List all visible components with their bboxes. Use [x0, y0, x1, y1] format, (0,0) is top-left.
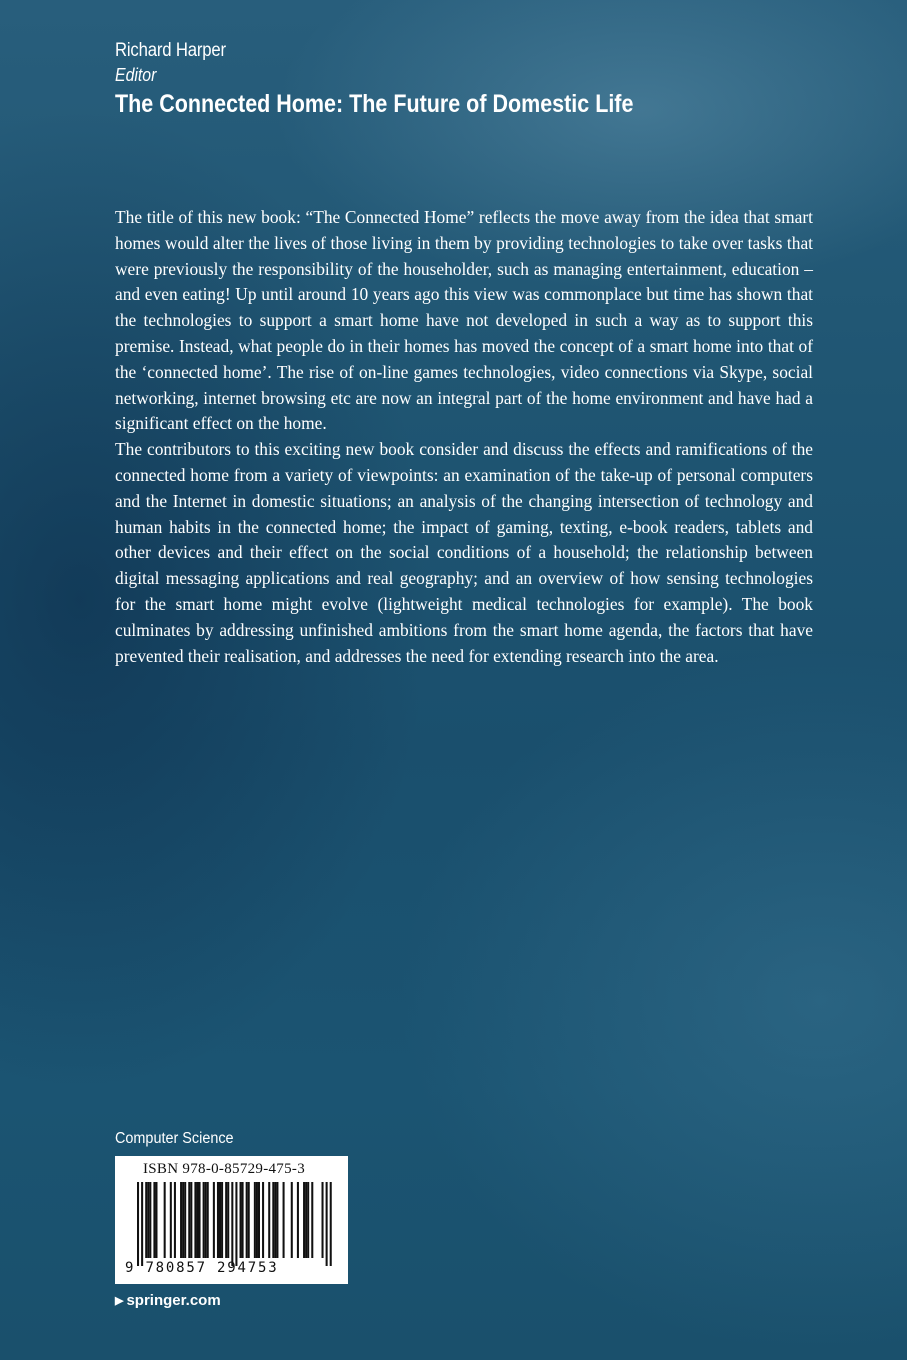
isbn-label: ISBN 978-0-85729-475-3: [143, 1161, 306, 1177]
barcode-bar: [196, 1182, 198, 1258]
barcode-bar: [225, 1182, 227, 1258]
barcode-bar: [305, 1182, 307, 1258]
barcode-bar: [248, 1182, 250, 1258]
barcode-bar: [326, 1182, 328, 1266]
barcode-bar: [322, 1182, 324, 1258]
barcode-bar: [246, 1182, 248, 1258]
barcode-bar: [242, 1182, 244, 1258]
barcode-bar: [240, 1182, 242, 1258]
barcode-bar: [256, 1182, 258, 1258]
author-name: Richard Harper: [115, 40, 226, 61]
triangle-right-icon: ▶: [115, 1295, 124, 1307]
barcode-bar: [188, 1182, 190, 1258]
barcode-bar: [149, 1182, 151, 1258]
barcode-bar: [199, 1182, 201, 1258]
barcode-bar: [207, 1182, 209, 1258]
book-description: [115, 205, 813, 669]
barcode-bar: [219, 1182, 221, 1258]
subject-category: Computer Science: [115, 1130, 234, 1147]
barcode-bar: [221, 1182, 223, 1258]
barcode-bar: [155, 1182, 157, 1258]
barcode-bar: [182, 1182, 184, 1258]
barcode-bar: [262, 1182, 264, 1258]
barcode-bar: [227, 1182, 229, 1258]
barcode-bar: [180, 1182, 182, 1258]
description-paragraph-1: The title of this new book: “The Connected Home” reflects the move away from the idea that smart homes would alter the lives of those living in them by providing technologies to take over tasks that were previously the responsibility of the householder, such as managing entertainment, education – and even eating! Up until around 10 years ago this view was commonplace but time has shown that the technologies to support a smart home have not developed in such a way as to support this premise. Instead, what people do in their homes has moved the concept of a smart home into that of the ‘connected home’. The rise of on-line games technologies, video connections via Skype, social networking, internet browsing etc are now an integral part of the home environment and have had a significant effect on the home.: [115, 207, 813, 434]
barcode-bar: [153, 1182, 155, 1258]
barcode-bar: [330, 1182, 332, 1266]
barcode-bar: [311, 1182, 313, 1258]
barcode-digits: 9 780857 294753: [125, 1260, 279, 1276]
barcode-bar: [184, 1182, 186, 1258]
barcode-bar: [141, 1182, 143, 1266]
barcode-bar: [268, 1182, 270, 1258]
back-cover-header: [115, 38, 815, 120]
barcode-bar: [231, 1182, 233, 1266]
barcode-bar: [137, 1182, 139, 1266]
barcode-bar: [307, 1182, 309, 1258]
barcode-bar: [272, 1182, 274, 1258]
barcode-bar: [174, 1182, 176, 1258]
publisher-link-text[interactable]: springer.com: [126, 1292, 221, 1309]
barcode-bar: [164, 1182, 166, 1258]
barcode-bar: [303, 1182, 305, 1258]
isbn-barcode: [115, 1156, 348, 1284]
barcode-bar: [258, 1182, 260, 1258]
barcode-bar: [276, 1182, 278, 1258]
barcode-bar: [274, 1182, 276, 1258]
book-title: The Connected Home: The Future of Domestic Life: [115, 90, 634, 118]
barcode-bar: [145, 1182, 147, 1258]
barcode-bar: [291, 1182, 293, 1258]
barcode-bar: [283, 1182, 285, 1258]
description-paragraph-2: The contributors to this exciting new book consider and discuss the effects and ramifications of the connected home from a variety of viewpoints: an examination of the take-up of personal computers and the Internet in domestic situations; an analysis of the changing intersection of technology and human habits in the connected home; the impact of gaming, texting, e-book readers, tablets and other devices and their effect on the social conditions of a household; the relationship between digital messaging applications and real geography; and an overview of how sensing technologies for the smart home might evolve (lightweight medical technologies for example). The book culminates by addressing unfinished ambitions from the smart home agenda, the factors that have prevented their realisation, and addresses the need for extending research into the area.: [115, 439, 813, 666]
barcode-bar: [190, 1182, 192, 1258]
barcode-bar: [203, 1182, 205, 1258]
barcode-bar: [194, 1182, 196, 1258]
barcode-bar: [147, 1182, 149, 1258]
barcode-bar: [205, 1182, 207, 1258]
barcode-bar: [235, 1182, 237, 1266]
publisher-link[interactable]: [115, 1290, 221, 1313]
barcode-bar: [254, 1182, 256, 1258]
barcode-bar: [217, 1182, 219, 1258]
barcode-bar: [297, 1182, 299, 1258]
author-role: Editor: [115, 65, 157, 85]
barcode-bar: [213, 1182, 215, 1258]
barcode-bar: [170, 1182, 172, 1258]
